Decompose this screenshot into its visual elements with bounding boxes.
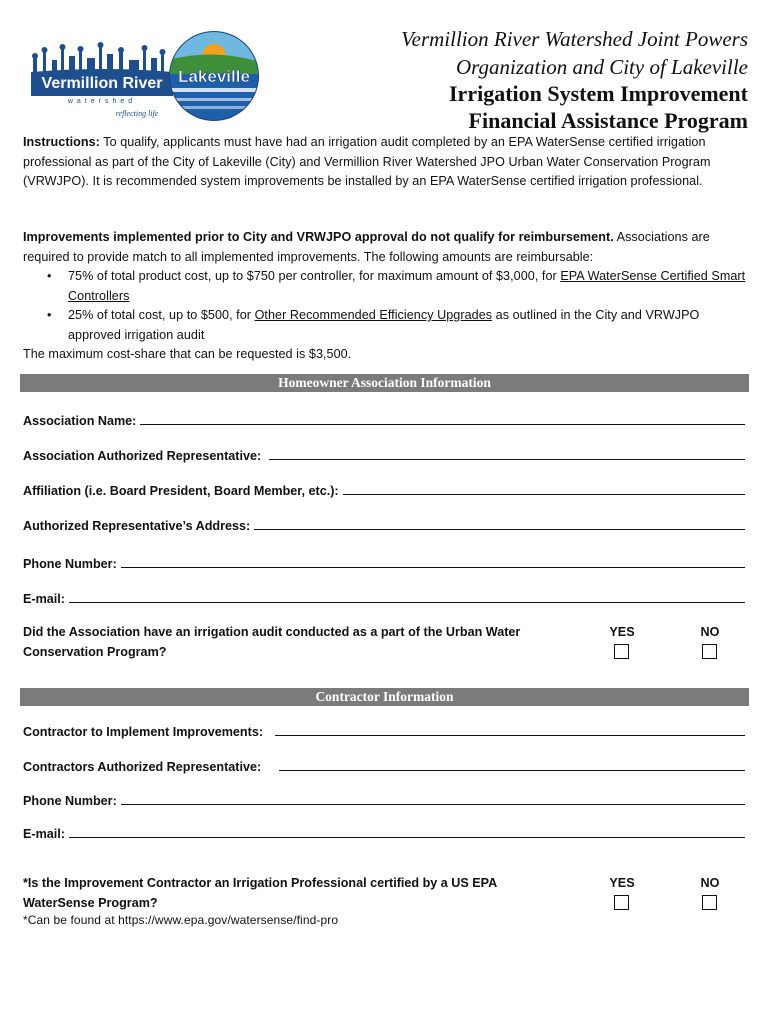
field-label: E-mail: <box>23 827 65 841</box>
input-line[interactable] <box>269 458 745 460</box>
contractor-phone-field[interactable] <box>23 790 745 808</box>
field-label: Association Authorized Representative: <box>23 449 262 463</box>
instructions-paragraph <box>23 133 748 192</box>
improvements-paragraph <box>23 228 748 365</box>
vr-logo-sub: watershed <box>67 98 137 105</box>
input-line[interactable] <box>69 601 745 603</box>
cert-yes-checkbox[interactable] <box>614 895 629 910</box>
input-line[interactable] <box>140 423 745 425</box>
reimbursement-item: • 75% of total product cost, up to $750 per controller, for maximum amount of $3,000, for EPA WaterSense Certified Smart Controllers <box>47 269 746 303</box>
input-line[interactable] <box>121 803 745 805</box>
cert-yes-label: YES <box>609 876 635 890</box>
title-line-3: Irrigation System Improvement <box>449 81 748 106</box>
bullet-icon: • <box>47 269 52 283</box>
representative-address-field[interactable] <box>23 515 745 533</box>
field-label: Contractors Authorized Representative: <box>23 760 262 774</box>
audit-yes-label: YES <box>609 625 635 639</box>
audit-no-label: NO <box>700 625 720 639</box>
contractor-representative-field[interactable] <box>23 756 745 774</box>
field-label: E-mail: <box>23 592 65 606</box>
hoa-section-header: Homeowner Association Information <box>20 374 749 392</box>
audit-question: Did the Association have an irrigation audit conducted as a part of the Urban Water Conservation Program? <box>23 625 521 659</box>
audit-yes-checkbox[interactable] <box>614 644 629 659</box>
epa-find-pro-note: *Can be found at https://www.epa.gov/watersense/find-pro <box>23 913 339 927</box>
lakeville-logo <box>168 30 260 122</box>
vr-logo-tagline: reflecting life <box>115 109 159 118</box>
vr-logo-text: Vermillion River <box>41 75 163 92</box>
improvements-text: Associations are required to provide match to all implemented improvements. The following amounts are reimbursable: <box>23 230 710 264</box>
contractor-email-field[interactable] <box>23 823 745 841</box>
field-label: Association Name: <box>23 414 137 428</box>
cert-no-checkbox[interactable] <box>702 895 717 910</box>
lakeville-logo-text: Lakeville <box>178 67 250 86</box>
vermillion-river-logo <box>27 38 177 120</box>
instructions-label: Instructions: <box>23 135 100 149</box>
field-label: Affiliation (i.e. Board President, Board Member, etc.): <box>23 484 339 498</box>
input-line[interactable] <box>343 493 745 495</box>
cert-no-label: NO <box>700 876 720 890</box>
contractor-section-header: Contractor Information <box>20 688 749 706</box>
field-label: Phone Number: <box>23 794 117 808</box>
input-line[interactable] <box>254 528 745 530</box>
instructions-text: To qualify, applicants must have had an irrigation audit completed by an EPA WaterSense certified irrigation professional as part of the City of Lakeville (City) and Vermillion River Watershed JPO Urban Water Conservation Program (VRWJPO). It is recommended system improvements be installed by an EPA WaterSense certified irrigation professional. <box>23 135 711 188</box>
certification-question: *Is the Improvement Contractor an Irrigation Professional certified by a US EPA WaterSense Program? <box>23 876 498 910</box>
contractor-name-field[interactable] <box>23 721 745 739</box>
input-line[interactable] <box>69 836 745 838</box>
audit-no-checkbox[interactable] <box>702 644 717 659</box>
field-label: Authorized Representative’s Address: <box>23 519 251 533</box>
field-label: Contractor to Implement Improvements: <box>23 725 264 739</box>
title-line-4: Financial Assistance Program <box>468 108 748 133</box>
affiliation-field[interactable] <box>23 480 745 498</box>
input-line[interactable] <box>121 566 745 568</box>
association-name-field[interactable] <box>23 410 745 428</box>
reimbursement-item: • 25% of total cost, up to $500, for Other Recommended Efficiency Upgrades as outlined in the City and VRWJPO approved irrigation audit <box>47 308 700 342</box>
hoa-phone-field[interactable] <box>23 553 745 571</box>
input-line[interactable] <box>275 734 745 736</box>
efficiency-upgrades-link[interactable]: Other Recommended Efficiency Upgrades <box>254 308 493 322</box>
improvements-bold: Improvements implemented prior to City and VRWJPO approval do not qualify for reimbursement. <box>23 230 614 244</box>
input-line[interactable] <box>279 769 745 771</box>
reimbursement-list <box>23 267 748 345</box>
max-cost-share-text: The maximum cost-share that can be requested is $3,500. <box>23 347 352 361</box>
hoa-email-field[interactable] <box>23 588 745 606</box>
field-label: Phone Number: <box>23 557 117 571</box>
title-line-1: Vermillion River Watershed Joint Powers <box>401 27 748 51</box>
title-line-2: Organization and City of Lakeville <box>455 55 748 79</box>
association-representative-field[interactable] <box>23 445 745 463</box>
bullet-icon: • <box>47 308 52 322</box>
smart-controllers-link[interactable]: EPA WaterSense Certified Smart Controllers <box>68 269 746 303</box>
